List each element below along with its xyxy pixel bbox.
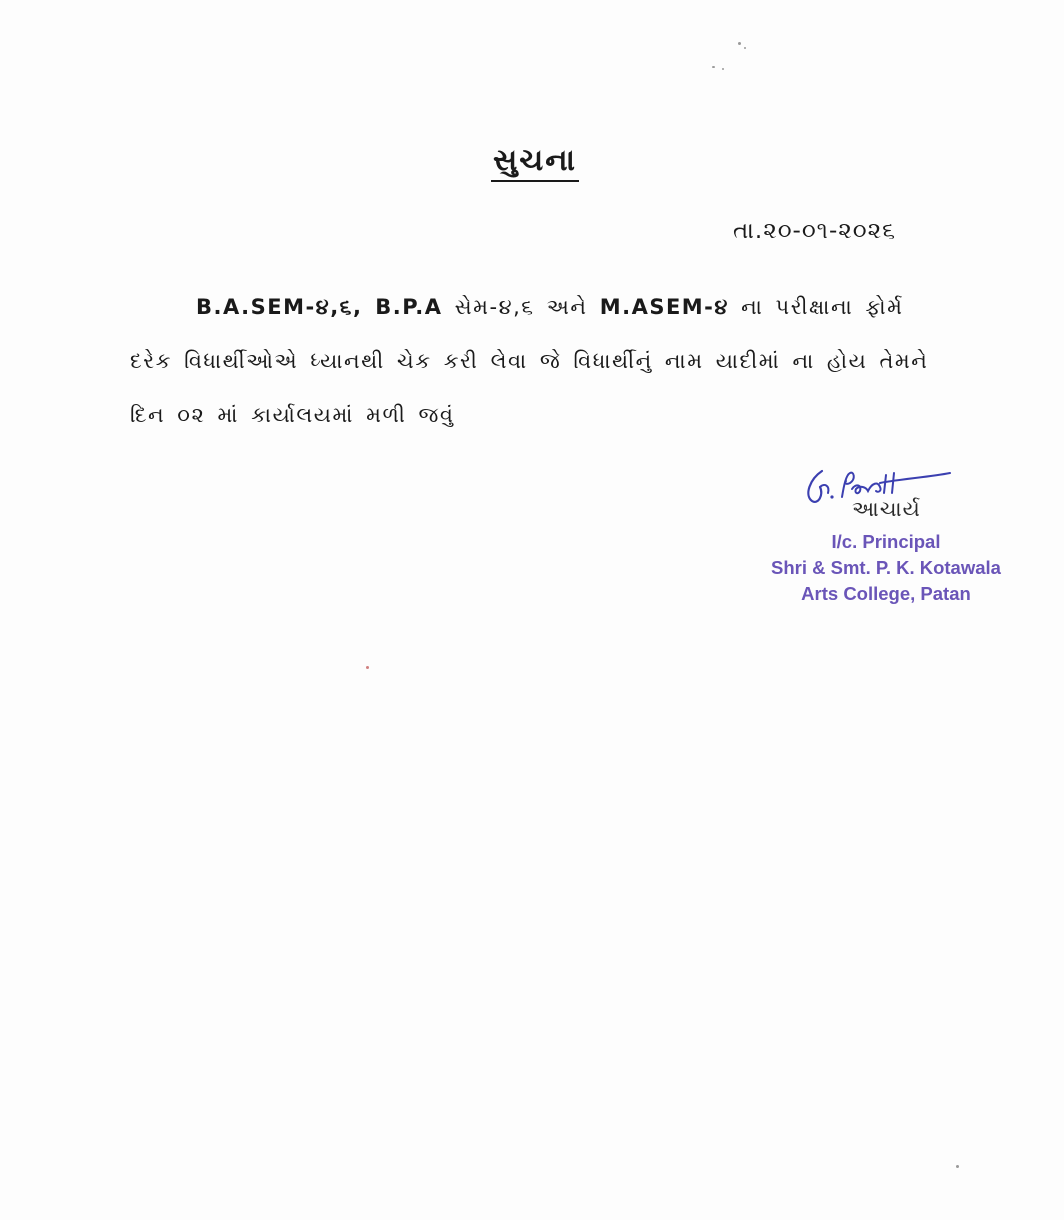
notice-body-text-rest: ના પરીક્ષાના ફોર્મ દરેક વિધાર્થીઓએ ધ્યાનથી ચેક કરી લેવા જે વિધાર્થીનું નામ યાદીમાં ના હોય તેમને દિન ૦૨ માં કાર્યાલયમાં મળી જવું xyxy=(130,295,929,427)
scan-speck xyxy=(956,1165,959,1168)
signatory-role: આચાર્ય xyxy=(852,497,921,521)
stamp-line-college: Shri & Smt. P. K. Kotawala xyxy=(771,557,1001,578)
notice-date: તા.૨૦-૦૧-૨૦૨૬ xyxy=(733,218,896,244)
notice-body-text: સેમ-૪,૬ અને xyxy=(442,295,600,319)
notice-body xyxy=(130,280,940,442)
scan-speck xyxy=(738,42,741,45)
stamp-line-title: I/c. Principal xyxy=(831,531,941,552)
scan-speck xyxy=(712,66,715,68)
college-stamp xyxy=(756,529,1016,607)
notice-body-courses-pg: M.ASEM-૪ xyxy=(599,295,729,319)
notice-title-text: સુચના xyxy=(491,143,579,182)
notice-title xyxy=(0,143,1064,182)
scan-speck xyxy=(366,666,369,669)
scan-speck xyxy=(722,68,724,70)
notice-body-courses: B.A.SEM-૪,૬, B.P.A xyxy=(196,295,443,319)
stamp-line-location: Arts College, Patan xyxy=(801,583,971,604)
scan-speck xyxy=(744,47,746,49)
